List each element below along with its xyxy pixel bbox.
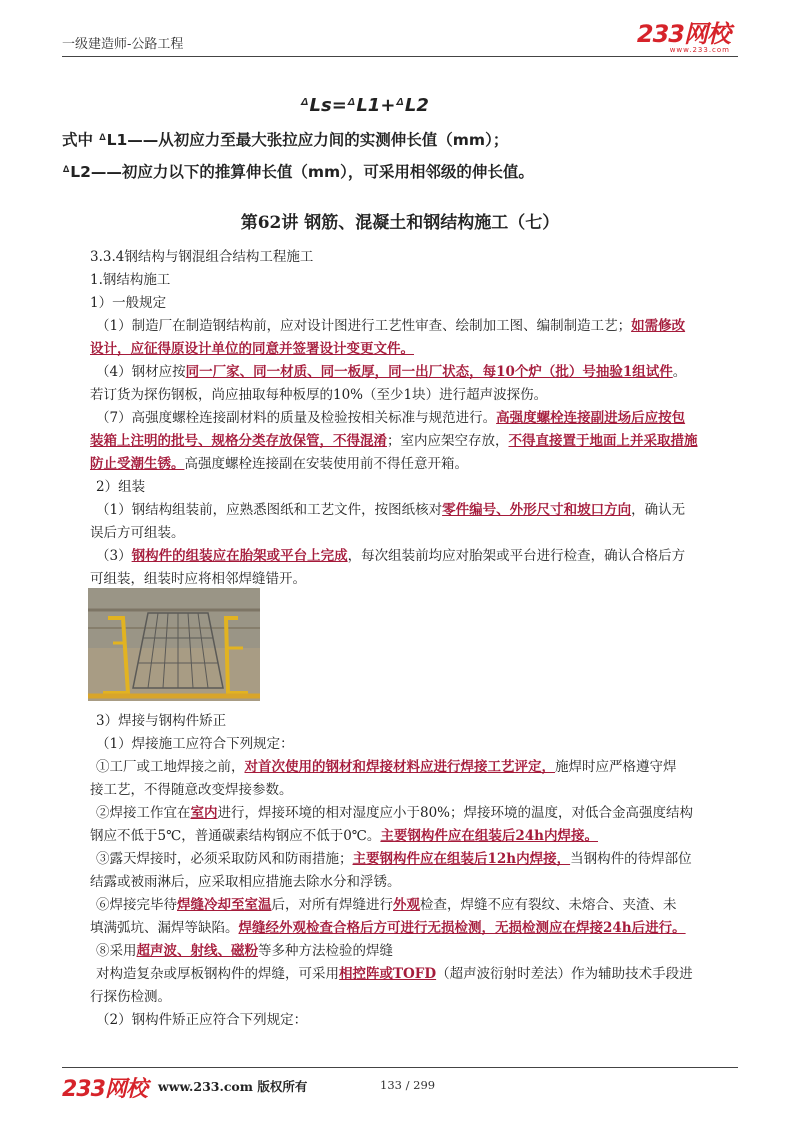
paragraph-line: 若订货为探伤钢板，尚应抽取每种板厚的10%（至少1块）进行超声波探伤。 (90, 387, 548, 403)
subsection-heading: 1.钢结构施工 (90, 272, 171, 288)
steel-frame-illustration (88, 588, 260, 701)
paragraph-line: （4）钢材应按同一厂家、同一材质、同一板厚，同一出厂状态，每10个炉（批）号抽验1组试件。 (96, 364, 687, 380)
paragraph-line: 装箱上注明的批号、规格分类存放保管，不得混淆；室内应架空存放，不得直接置于地面上并采取措施 (90, 433, 698, 449)
steel-frame-photo (88, 588, 260, 701)
paragraph-line: 可组装，组装时应将相邻焊缝错开。 (90, 571, 306, 587)
paragraph-line: （1）焊接施工应符合下列规定： (96, 736, 294, 752)
paragraph-line: ③露天焊接时，必须采取防风和防雨措施；主要钢构件应在组装后12h内焊接，当钢构件的待焊部位 (96, 851, 692, 867)
item-heading: 3）焊接与钢构件矫正 (96, 713, 227, 729)
logo-text: 233网校 (636, 20, 730, 48)
paragraph-line: 设计，应征得原设计单位的同意并签署设计变更文件。 (90, 341, 414, 357)
footer-logo: 233网校 (62, 1077, 147, 1102)
paragraph-line: （1）制造厂在制造钢结构前，应对设计图进行工艺性审查、绘制加工图、编制制造工艺；如需修改 (96, 318, 686, 334)
paragraph-line: ⑧采用超声波、射线、磁粉等多种方法检验的焊缝 (96, 943, 393, 959)
paragraph-line: （2）钢构件矫正应符合下列规定： (96, 1012, 308, 1028)
paragraph-line: （1）钢结构组装前，应熟悉图纸和工艺文件，按图纸核对零件编号、外形尺寸和坡口方向，确认无 (96, 502, 686, 518)
paragraph-line: ①工厂或工地焊接之前，对首次使用的钢材和焊接材料应进行焊接工艺评定，施焊时应严格遵守焊 (96, 759, 677, 775)
paragraph-line: 误后方可组装。 (90, 525, 185, 541)
elongation-formula: ᐞLs=ᐞL1+ᐞL2 (300, 95, 429, 116)
header-divider (62, 56, 738, 57)
header-title: 一级建造师-公路工程 (62, 37, 184, 52)
paragraph-line: 行探伤检测。 (90, 989, 171, 1005)
brand-logo (637, 22, 730, 54)
paragraph-line: （3）钢构件的组装应在胎架或平台上完成，每次组装前均应对胎架或平台进行检查，确认合格后方 (96, 548, 686, 564)
item-heading: 1）一般规定 (90, 295, 167, 311)
page-number: 133 / 299 (380, 1078, 436, 1092)
paragraph-line: 防止受潮生锈。高强度螺栓连接副在安装使用前不得任意开箱。 (90, 456, 468, 472)
paragraph-line: ②焊接工作宜在室内进行，焊接环境的相对湿度应小于80%；焊接环境的温度，对低合金高强度结构 (96, 805, 694, 821)
paragraph-line: 填满弧坑、漏焊等缺陷。焊缝经外观检查合格后方可进行无损检测，无损检测应在焊接24h后进行。 (90, 920, 686, 936)
formula-note-1: 式中 ᐞL1——从初应力至最大张拉应力间的实测伸长值（mm）； (62, 131, 509, 149)
paragraph-line: ⑥焊接完毕待焊缝冷却至室温后，对所有焊缝进行外观检查，焊缝不应有裂纹、未熔合、夹渣、未 (96, 897, 677, 913)
item-heading: 2）组装 (96, 479, 146, 495)
footer-divider (62, 1067, 738, 1068)
paragraph-line: 接工艺，不得随意改变焊接参数。 (90, 782, 293, 798)
footer-copyright: www.233.com 版权所有 (158, 1079, 308, 1094)
section-heading: 3.3.4钢结构与钢混组合结构工程施工 (90, 249, 314, 265)
formula-note-2: ᐞL2——初应力以下的推算伸长值（mm），可采用相邻级的伸长值。 (62, 163, 534, 181)
paragraph-line: （7）高强度螺栓连接副材料的质量及检验按相关标准与规范进行。高强度螺栓连接副进场后应按包 (96, 410, 686, 426)
paragraph-line: 钢应不低于5℃，普通碳素结构钢应不低于0℃。主要钢构件应在组装后24h内焊接。 (90, 828, 598, 844)
lecture-title: 第62讲 钢筋、混凝土和钢结构施工（七） (240, 213, 560, 233)
paragraph-line: 对构造复杂或厚板钢构件的焊缝，可采用相控阵或TOFD（超声波衍射时差法）作为辅助技术手段进 (96, 966, 693, 982)
paragraph-line: 结露或被雨淋后，应采取相应措施去除水分和浮锈。 (90, 874, 401, 890)
logo-url: www.233.com (669, 46, 730, 54)
